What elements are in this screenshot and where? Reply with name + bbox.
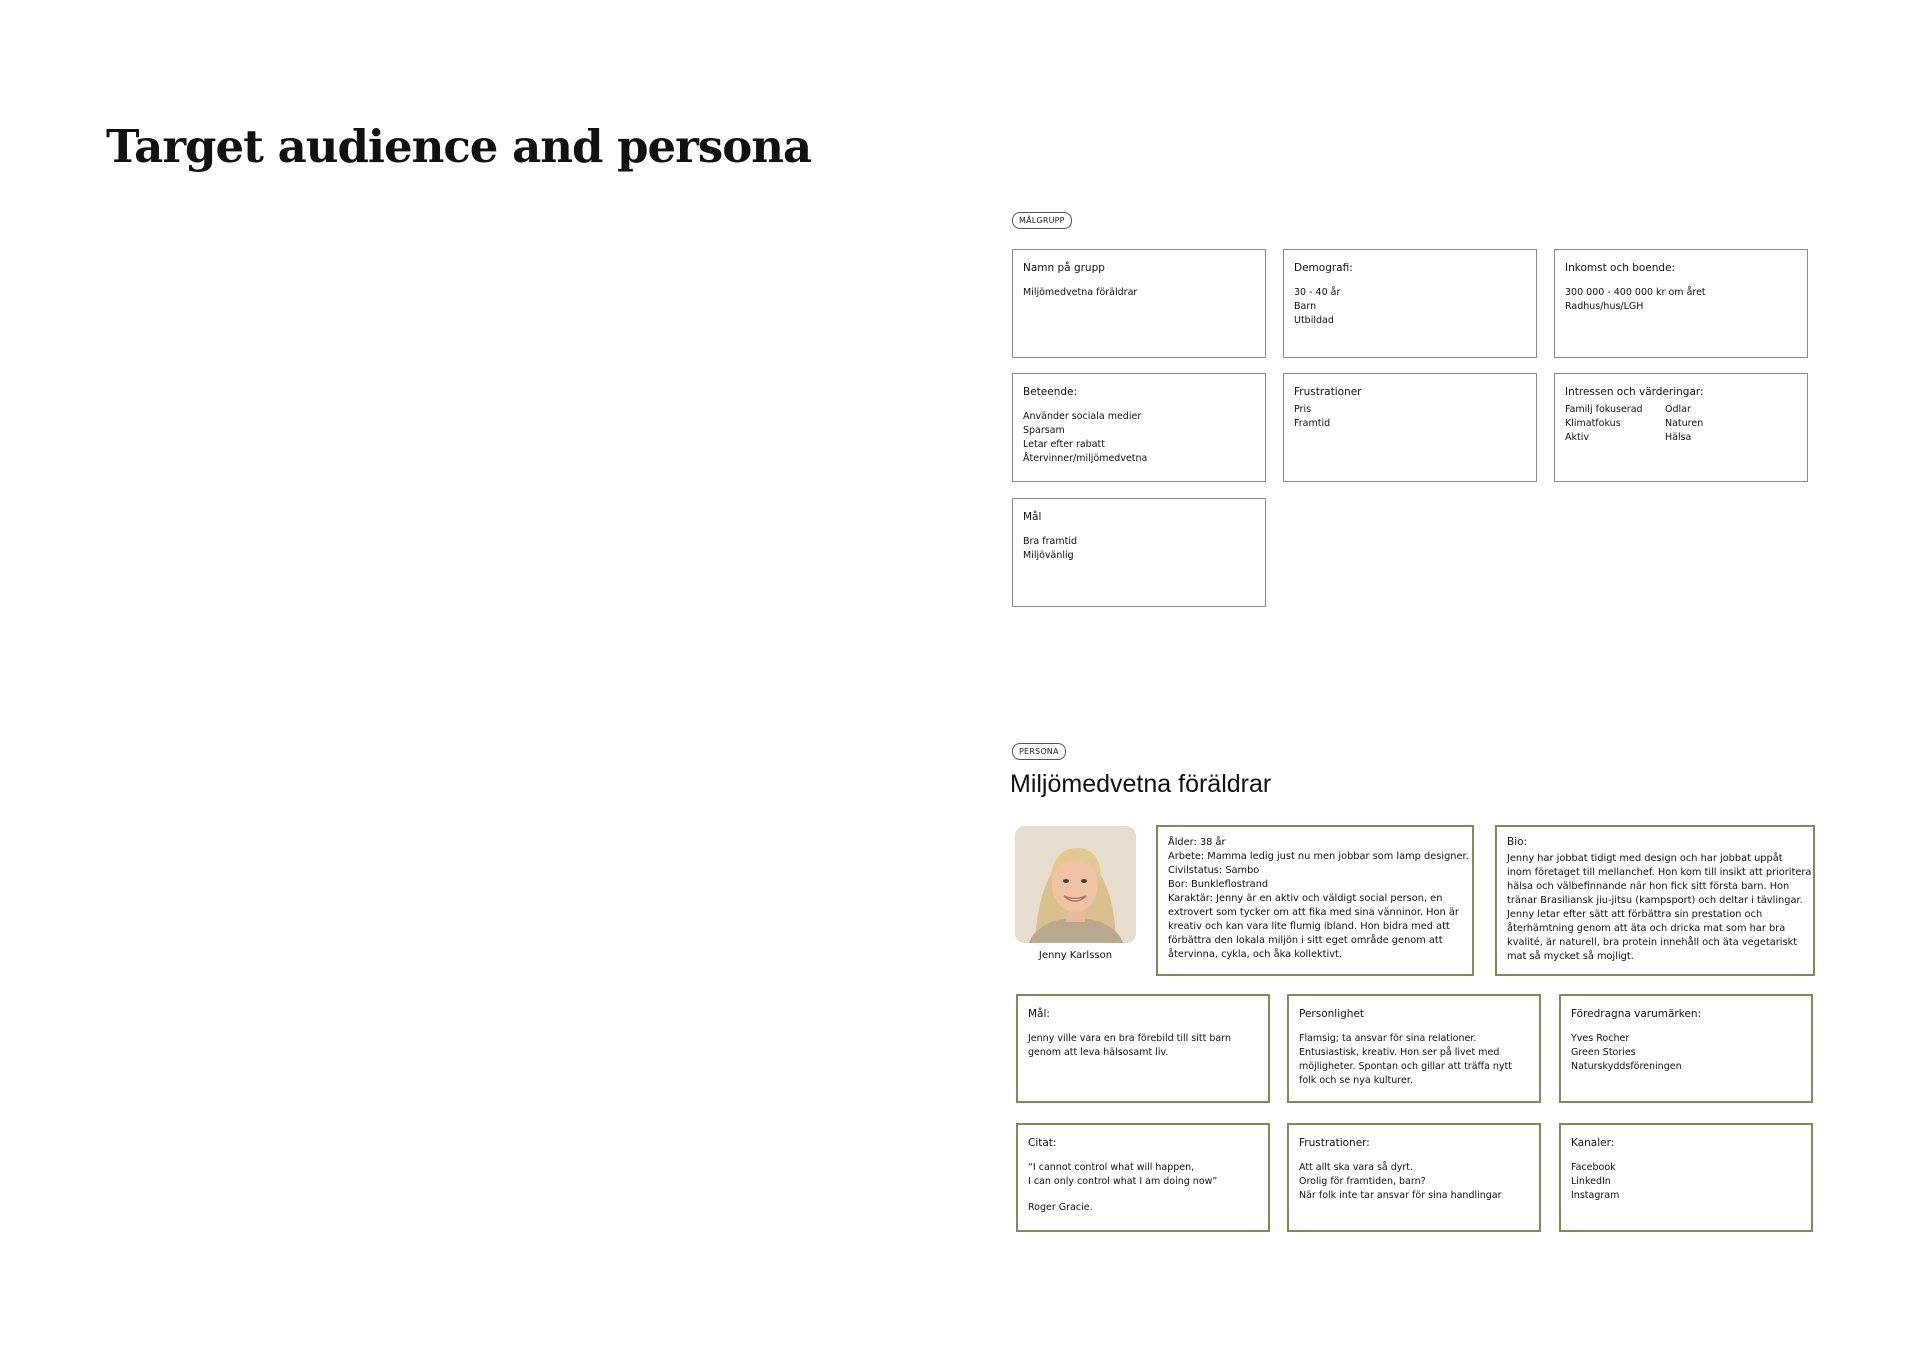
card-label: Citat: <box>1028 1137 1057 1149</box>
card-label: Bio: <box>1507 836 1528 848</box>
card-line: Barn <box>1294 301 1317 312</box>
card-line: Sparsam <box>1023 425 1065 436</box>
persona-photo-caption: Jenny Karlsson <box>1038 950 1113 961</box>
card-line: Jenny ville vara en bra förebild till sitt barn <box>1028 1033 1231 1044</box>
card-label: Demografi: <box>1294 262 1353 274</box>
card-label: Personlighet <box>1299 1008 1365 1020</box>
card-line: genom att leva hälsosamt liv. <box>1028 1047 1169 1058</box>
info-line: Ålder: 38 år <box>1168 837 1226 848</box>
card-label: Frustrationer <box>1294 386 1362 398</box>
card-line: Yves Rocher <box>1571 1033 1630 1044</box>
card-label: Mål <box>1023 511 1042 523</box>
quote-line: “I cannot control what will happen, <box>1028 1162 1195 1173</box>
info-line: Karaktär: Jenny är en aktiv och väldigt social person, en <box>1168 893 1443 904</box>
card-income-housing <box>1554 249 1808 358</box>
bio-line: tränar Brasiliansk jiu-jitsu (kampsport) och deltar i tävlingar. <box>1507 895 1803 906</box>
persona-frustrations-card <box>1287 1123 1541 1232</box>
card-line: möjligheter. Spontan och gillar att träffa nytt <box>1299 1061 1512 1072</box>
card-line: Green Stories <box>1571 1047 1636 1058</box>
card-line: Pris <box>1294 404 1312 415</box>
persona-title: Miljömedvetna föräldrar <box>1010 770 1272 798</box>
card-behaviour <box>1012 373 1266 482</box>
card-line: Klimatfokus <box>1565 418 1621 429</box>
card-line: Återvinner/miljömedvetna <box>1023 453 1148 464</box>
card-line: Att allt ska vara så dyrt. <box>1299 1162 1414 1173</box>
malgrupp-pill: MÅLGRUPP <box>1012 212 1072 229</box>
card-frustrations <box>1283 373 1537 482</box>
info-line: Civilstatus: Sambo <box>1168 865 1260 876</box>
card-goals <box>1012 498 1266 607</box>
card-group-name <box>1012 249 1266 358</box>
card-line: Naturen <box>1665 418 1704 429</box>
card-line: Bra framtid <box>1023 536 1077 547</box>
bio-line: Jenny har jobbat tidigt med design och har jobbat uppåt <box>1507 853 1783 864</box>
card-label: Föredragna varumärken: <box>1571 1008 1702 1020</box>
card-line: folk och se nya kulturer. <box>1299 1075 1413 1086</box>
bio-line: inom företaget till mellanchef. Hon kom till insikt att prioritera <box>1507 867 1812 878</box>
card-label: Namn på grupp <box>1023 262 1105 274</box>
card-line: Flamsig; ta ansvar för sina relationer. <box>1299 1033 1477 1044</box>
quote-author: Roger Gracie. <box>1028 1202 1093 1213</box>
card-line: Utbildad <box>1294 315 1334 326</box>
info-line: förbättra den lokala miljön i sitt eget område genom att <box>1168 935 1443 946</box>
card-label: Kanaler: <box>1571 1137 1615 1149</box>
card-label: Inkomst och boende: <box>1565 262 1676 274</box>
bio-line: mat så mycket så mojligt. <box>1507 951 1634 962</box>
persona-channels-card <box>1559 1123 1813 1232</box>
persona-personality-card <box>1287 994 1541 1103</box>
card-interests-values <box>1554 373 1808 482</box>
quote-line: I can only control what I am doing now” <box>1028 1176 1218 1187</box>
info-line: kreativ och kan vara lite flumig ibland. Hon bidra med att <box>1168 921 1450 932</box>
card-label: Beteende: <box>1023 386 1078 398</box>
persona-photo <box>1015 826 1136 943</box>
card-line: När folk inte tar ansvar för sina handlingar <box>1299 1190 1502 1201</box>
persona-pill: PERSONA <box>1012 743 1066 760</box>
card-demographics <box>1283 249 1537 358</box>
portrait-image <box>1015 826 1136 943</box>
persona-brands-card <box>1559 994 1813 1103</box>
persona-info-card <box>1156 825 1474 976</box>
persona-bio-card <box>1495 825 1815 976</box>
card-line: Använder sociala medier <box>1023 411 1142 422</box>
bio-line: återhämtning genom att äta och dricka mat som har bra <box>1507 923 1786 934</box>
card-line: Entusiastisk, kreativ. Hon ser på livet med <box>1299 1047 1500 1058</box>
card-line: Miljömedvetna föräldrar <box>1023 287 1138 298</box>
card-line: Instagram <box>1571 1190 1620 1201</box>
card-line: Letar efter rabatt <box>1023 439 1105 450</box>
card-line: 30 - 40 år <box>1294 287 1341 298</box>
card-line: Framtid <box>1294 418 1331 429</box>
card-line: LinkedIn <box>1571 1176 1611 1187</box>
card-line: Naturskyddsföreningen <box>1571 1061 1682 1072</box>
card-line: Odlar <box>1665 404 1691 415</box>
card-line: Aktiv <box>1565 432 1589 443</box>
card-line: Facebook <box>1571 1162 1616 1173</box>
card-line: Hälsa <box>1665 432 1692 443</box>
bio-line: Jenny letar efter sätt att förbättra sin prestation och <box>1507 909 1763 920</box>
persona-goals-card <box>1016 994 1270 1103</box>
card-label: Mål: <box>1028 1008 1050 1020</box>
bio-line: hälsa och välbefinnande när hon fick sitt första barn. Hon <box>1507 881 1790 892</box>
card-line: 300 000 - 400 000 kr om året <box>1565 287 1706 298</box>
page-title: Target audience and persona <box>106 120 812 173</box>
card-line: Orolig för framtiden, barn? <box>1299 1176 1426 1187</box>
info-line: Arbete: Mamma ledig just nu men jobbar som lamp designer. <box>1168 851 1469 862</box>
card-line: Miljövänlig <box>1023 550 1074 561</box>
persona-quote-card <box>1016 1123 1270 1232</box>
card-line: Familj fokuserad <box>1565 404 1643 415</box>
card-label: Intressen och värderingar: <box>1565 386 1704 398</box>
card-line: Radhus/hus/LGH <box>1565 301 1644 312</box>
card-label: Frustrationer: <box>1299 1137 1370 1149</box>
info-line: återvinna, cykla, och åka kollektivt. <box>1168 949 1342 960</box>
info-line: Bor: Bunkleflostrand <box>1168 879 1269 890</box>
bio-line: kvalité, är naturell, bra protein innehåll och äta vegetariskt <box>1507 937 1798 948</box>
info-line: extrovert som tycker om att fika med sina vänninor. Hon är <box>1168 907 1459 918</box>
